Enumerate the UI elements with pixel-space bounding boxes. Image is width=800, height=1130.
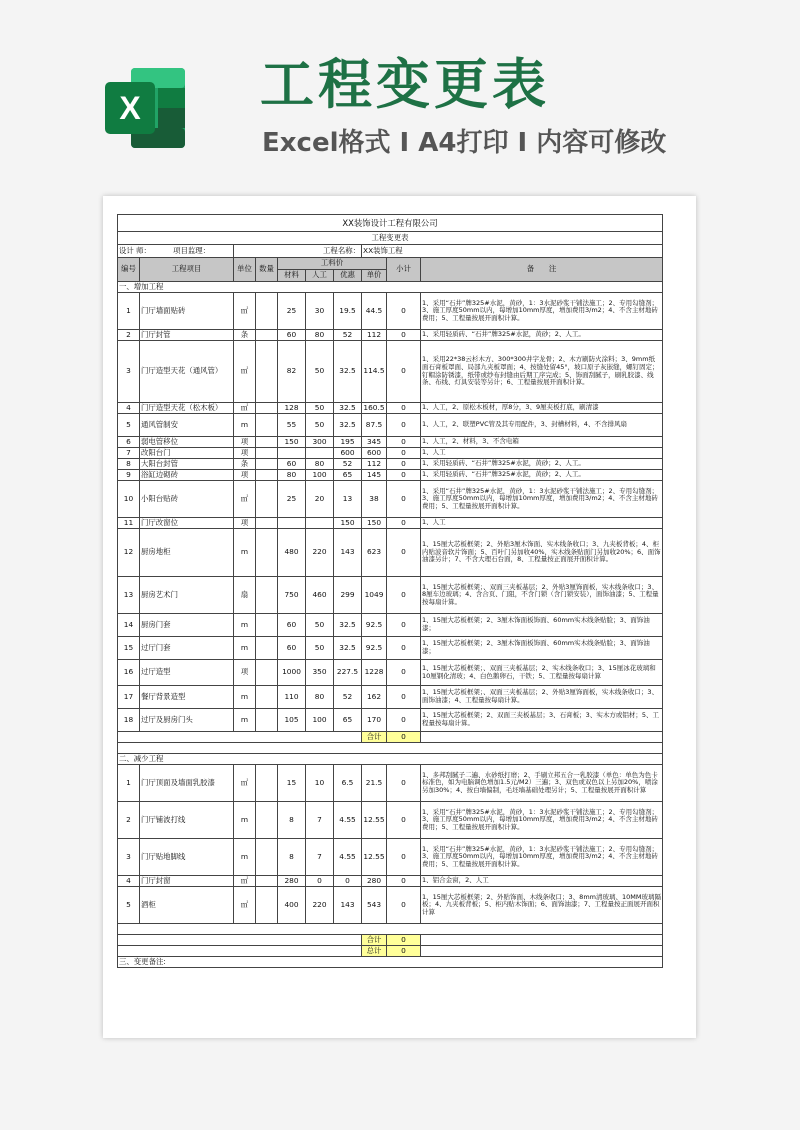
cell-note: 1、15厘大芯板框架；2、双面三夹板基层；3、石膏板；3、实木方或铝材；5、工程量按每扇计算。 xyxy=(421,709,663,732)
cell-material: 60 xyxy=(278,330,306,341)
cell-discount: 19.5 xyxy=(334,293,362,330)
cell-subtotal: 0 xyxy=(387,529,421,577)
cell-unit-price: 543 xyxy=(362,887,387,924)
project-name: XX装饰工程 xyxy=(362,245,663,258)
cell-unit: m xyxy=(234,709,256,732)
cell-discount: 32.5 xyxy=(334,403,362,414)
cell-labor: 50 xyxy=(306,637,334,660)
cell-note: 1、15厘大芯板框架；、双面三夹板基层；2、实木线条收口；3、15厘冰花玻璃和10厘钢化清玻；4、白色鹅卵石，干铁；5、工程量按每扇计算 xyxy=(421,660,663,686)
col-unit-price: 单价 xyxy=(362,270,387,282)
cell-no: 10 xyxy=(118,481,140,518)
table-row xyxy=(118,437,663,448)
cell-labor: 100 xyxy=(306,470,334,481)
cell-qty xyxy=(256,529,278,577)
cell-unit: m xyxy=(234,614,256,637)
cell-subtotal: 0 xyxy=(387,518,421,529)
cell-labor: 7 xyxy=(306,839,334,876)
cell-labor: 20 xyxy=(306,481,334,518)
cell-no: 1 xyxy=(118,765,140,802)
cell-qty xyxy=(256,876,278,887)
cell-qty xyxy=(256,709,278,732)
cell-material: 25 xyxy=(278,481,306,518)
cell-labor: 10 xyxy=(306,765,334,802)
cell-note: 1、15厘大芯板框架；、双面三夹板基层；2、外贴3厘饰面板，实木线条收口；3、面饰油漆；4、工程量按每扇计算。 xyxy=(421,686,663,709)
cell-note: 1、人工，2、联塑PVC管及其专用配件，3、封槽材料，4、不含排风扇 xyxy=(421,414,663,437)
table-row xyxy=(118,660,663,686)
cell-no: 14 xyxy=(118,614,140,637)
cell-unit-price: 150 xyxy=(362,518,387,529)
cell-qty xyxy=(256,637,278,660)
table-row xyxy=(118,839,663,876)
cell-subtotal: 0 xyxy=(387,459,421,470)
cell-discount: 32.5 xyxy=(334,614,362,637)
cell-discount: 52 xyxy=(334,330,362,341)
cell-item: 弱电管移位 xyxy=(140,437,234,448)
total-label: 总计 xyxy=(362,946,387,957)
grand-total-row xyxy=(118,946,663,957)
cell-unit-price: 162 xyxy=(362,686,387,709)
cell-unit-price: 345 xyxy=(362,437,387,448)
cell-subtotal: 0 xyxy=(387,448,421,459)
cell-item: 餐厅背景造型 xyxy=(140,686,234,709)
cell-unit: ㎡ xyxy=(234,887,256,924)
cell-no: 11 xyxy=(118,518,140,529)
cell-note: 1、人工 xyxy=(421,518,663,529)
table-row xyxy=(118,403,663,414)
table-row xyxy=(118,577,663,614)
cell-unit-price: 160.5 xyxy=(363,402,385,412)
cell-unit: 条 xyxy=(234,459,256,470)
table-row xyxy=(118,876,663,887)
cell-labor: 50 xyxy=(306,414,334,437)
cell-material: 150 xyxy=(278,437,306,448)
cell-material: 80 xyxy=(278,470,306,481)
cell-note: 1、15厘大芯板框架；2、外贴饰面、木线条收口；3、8mm清玻璃、10MM玻璃隔板；4、九夹板背板；5、柜内贴木饰面；6、面饰油漆；7、工程量按正面展开面积计算 xyxy=(421,887,663,924)
cell-subtotal: 0 xyxy=(387,403,421,414)
cell-subtotal: 0 xyxy=(387,414,421,437)
cell-labor: 30 xyxy=(306,293,334,330)
cell-unit: ㎡ xyxy=(234,403,256,414)
cell-unit: 条 xyxy=(234,330,256,341)
cell-note: 1、采用轻质砖、“石井”牌325#水泥，黄砂；2、人工。 xyxy=(421,470,663,481)
cell-item: 浴缸边砌砖 xyxy=(140,470,234,481)
total-row-reduce xyxy=(118,935,663,946)
cell-material: 480 xyxy=(278,529,306,577)
cell-subtotal: 0 xyxy=(387,839,421,876)
cell-subtotal: 0 xyxy=(387,330,421,341)
cell-note: 1、铝合金窗，2、人工 xyxy=(421,876,663,887)
cell-unit: m xyxy=(234,802,256,839)
col-subtotal: 小计 xyxy=(387,258,421,282)
page-subtitle: Excel格式 I A4打印 I 内容可修改 xyxy=(262,128,667,158)
cell-subtotal: 0 xyxy=(387,876,421,887)
cell-no: 4 xyxy=(118,876,140,887)
table-row xyxy=(118,637,663,660)
cell-note: 1、人工，2、材料，3、不含电箱 xyxy=(421,437,663,448)
cell-no: 1 xyxy=(118,293,140,330)
cell-no: 8 xyxy=(118,459,140,470)
cell-note: 1、15厘大芯板框架；2、外贴3厘木饰面、实木线条收口；3、九夹板背板；4、柜内贴波音软片饰面；5、百叶门另加收40%，实木线条贴面门另加收20%；6、面饰油漆另计；7、不含大理石台面，8、工程量按正面展开面积计算。 xyxy=(421,529,663,577)
cell-qty xyxy=(256,577,278,614)
cell-no: 13 xyxy=(118,577,140,614)
cell-labor: 220 xyxy=(306,887,334,924)
cell-labor: 300 xyxy=(306,437,334,448)
table-row xyxy=(118,887,663,924)
cell-discount: 13 xyxy=(334,481,362,518)
cell-unit: 项 xyxy=(234,437,256,448)
designer-label: 设计 师： 项目监理： xyxy=(118,245,234,258)
table-row xyxy=(118,293,663,330)
cell-discount: 195 xyxy=(334,437,362,448)
cell-item: 门厅贴地脚线 xyxy=(140,839,234,876)
cell-item: 门厅造型天花（通风管） xyxy=(140,341,234,403)
cell-qty xyxy=(256,448,278,459)
cell-unit-price: 145 xyxy=(362,470,387,481)
cell-item: 厨房门套 xyxy=(140,614,234,637)
cell-item: 通风管制安 xyxy=(140,414,234,437)
cell-subtotal: 0 xyxy=(387,686,421,709)
col-unit: 单位 xyxy=(234,258,256,282)
cell-discount: 32.5 xyxy=(334,414,362,437)
empty-row xyxy=(118,924,663,935)
cell-unit-price: 623 xyxy=(362,529,387,577)
cell-no: 5 xyxy=(118,414,140,437)
change-order-table xyxy=(117,214,663,968)
cell-discount: 150 xyxy=(334,518,362,529)
cell-unit-price: 21.5 xyxy=(362,765,387,802)
cell-discount: 6.5 xyxy=(334,765,362,802)
total-label: 合计 xyxy=(362,935,387,946)
empty-cell xyxy=(118,924,663,935)
cell-discount: 0 xyxy=(334,876,362,887)
cell-qty xyxy=(256,802,278,839)
col-qty: 数量 xyxy=(256,258,278,282)
cell-subtotal: 0 xyxy=(387,470,421,481)
cell-labor: 100 xyxy=(306,709,334,732)
table-row xyxy=(118,614,663,637)
col-notes: 备 注 xyxy=(421,258,663,282)
cell-discount: 52 xyxy=(334,459,362,470)
cell-note: 1、采用“石井”牌325#水泥，黄砂，1：3水泥砂浆干铺法施工；2、专用勾缝剂；3、施工厚度50mm以内，每增加10mm厚度，增加费用3/m2；4、不含主材地砖费用；5、工程量按展开面积计算。 xyxy=(421,293,663,330)
project-label: 工程名称： xyxy=(234,245,362,258)
total-value: 0 xyxy=(387,732,421,743)
total-note xyxy=(421,732,663,743)
section-reduce-label: 二、减少工程 xyxy=(118,754,663,765)
cell-subtotal: 0 xyxy=(387,660,421,686)
form-title: 工程变更表 xyxy=(118,232,663,245)
cell-discount: 4.55 xyxy=(334,802,362,839)
cell-item: 过厅造型 xyxy=(140,660,234,686)
cell-qty xyxy=(256,686,278,709)
section-remark-label: 三、变更备注: xyxy=(118,957,663,968)
cell-item: 改阳台门 xyxy=(140,448,234,459)
cell-no: 16 xyxy=(118,660,140,686)
cell-labor: 50 xyxy=(306,614,334,637)
cell-discount: 299 xyxy=(334,577,362,614)
cell-item: 厨房艺术门 xyxy=(140,577,234,614)
cell-item: 厨房地柜 xyxy=(140,529,234,577)
cell-unit-price: 87.5 xyxy=(362,414,387,437)
table-row xyxy=(118,414,663,437)
cell-unit: 项 xyxy=(234,660,256,686)
cell-no: 5 xyxy=(118,887,140,924)
cell-unit: m xyxy=(234,686,256,709)
cell-no: 2 xyxy=(118,330,140,341)
col-no: 编号 xyxy=(118,258,140,282)
cell-labor: 50 xyxy=(306,403,334,414)
cell-note: 1、多邦刮腻子二遍、水砂纸打磨；2、手刷立邦五合一乳胶漆（单色：单色为色卡标准色，如为电脑调色增加1.5元/M2）三遍；3、双色或双色以上另加20%，喷涂另加30%；4、按白墙偏制，毛坯墙基础处理另计；5、工程量按展开面积计算 xyxy=(421,765,663,802)
cell-discount: 4.55 xyxy=(334,839,362,876)
cell-subtotal: 0 xyxy=(387,709,421,732)
cell-subtotal: 0 xyxy=(387,887,421,924)
cell-discount: 227.5 xyxy=(334,660,362,686)
cell-no: 15 xyxy=(118,637,140,660)
cell-material: 1000 xyxy=(278,660,306,686)
cell-discount: 32.5 xyxy=(334,637,362,660)
cell-qty xyxy=(256,481,278,518)
table-row xyxy=(118,459,663,470)
cell-labor xyxy=(306,448,334,459)
cell-labor xyxy=(306,518,334,529)
sheet-preview xyxy=(103,196,696,1038)
cell-qty xyxy=(256,470,278,481)
cell-note: 1、采用22*38云杉木方、300*300井字龙骨；2、木方刷防火涂料；3、9mm纸面石膏板罩面、局部九夹板罩面；4、按缝处留45°，坡口原子灰嵌缝，螺钉固定；钉帽涂防锈漆，纸带或纱布封缝由后期工序完成；5、饰面刮腻子，刷乳胶漆、线条、布线、灯具安装等另计；6、工程量按展开面积计算。 xyxy=(421,341,663,403)
excel-logo-icon xyxy=(103,62,187,154)
cell-material: 110 xyxy=(278,686,306,709)
cell-unit-price: 114.5 xyxy=(362,341,387,403)
cell-no: 3 xyxy=(118,341,140,403)
cell-item: 大阳台封管 xyxy=(140,459,234,470)
cell-material: 105 xyxy=(278,709,306,732)
cell-labor: 80 xyxy=(306,459,334,470)
cell-item: 过厅门套 xyxy=(140,637,234,660)
cell-unit: m xyxy=(234,637,256,660)
col-material: 材料 xyxy=(278,270,306,282)
cell-item: 门厅墙面贴砖 xyxy=(140,293,234,330)
cell-unit: ㎡ xyxy=(234,293,256,330)
cell-material: 60 xyxy=(278,614,306,637)
cell-note: 1、采用“石井”牌325#水泥，黄砂，1：3水泥砂浆干铺法施工；2、专用勾缝剂；3、施工厚度50mm以内，每增加10mm厚度，增加费用3/m2；4、不含主材地砖费用；5、工程量按展开面积计算。 xyxy=(421,839,663,876)
cell-material: 82 xyxy=(278,341,306,403)
cell-discount: 143 xyxy=(334,887,362,924)
table-row xyxy=(118,709,663,732)
cell-subtotal: 0 xyxy=(387,614,421,637)
cell-unit-price: 170 xyxy=(362,709,387,732)
total-spacer xyxy=(118,946,362,957)
cell-material: 280 xyxy=(278,876,306,887)
cell-item: 门厅改窗位 xyxy=(140,518,234,529)
cell-unit: 项 xyxy=(234,518,256,529)
cell-unit-price: 600 xyxy=(362,448,387,459)
cell-qty xyxy=(256,459,278,470)
cell-labor: 350 xyxy=(306,660,334,686)
cell-labor: 0 xyxy=(306,876,334,887)
cell-subtotal: 0 xyxy=(387,765,421,802)
total-note xyxy=(421,935,663,946)
cell-unit: m xyxy=(234,529,256,577)
cell-unit: m xyxy=(234,839,256,876)
cell-item: 门厅封管 xyxy=(140,330,234,341)
cell-material: 8 xyxy=(278,802,306,839)
cell-note: 1、采用轻质砖、“石井”牌325#水泥，黄砂；2、人工。 xyxy=(421,459,663,470)
cell-qty xyxy=(256,437,278,448)
cell-qty xyxy=(256,414,278,437)
cell-unit-price: 1228 xyxy=(362,660,387,686)
cell-item: 门厅铺波打线 xyxy=(140,802,234,839)
cell-discount: 32.5 xyxy=(334,341,362,403)
cell-unit-price: 112 xyxy=(362,459,387,470)
cell-note: 1、人工，2、原松木板材，厚8分，3、9厘夹板打底，刷清漆 xyxy=(421,403,663,414)
cell-note: 1、采用轻质砖、“石井”牌325#水泥，黄砂；2、人工。 xyxy=(421,330,663,341)
empty-cell xyxy=(118,743,663,754)
cell-item: 过厅及厨房门头 xyxy=(140,709,234,732)
cell-no: 6 xyxy=(118,437,140,448)
cell-discount: 52 xyxy=(334,686,362,709)
cell-no: 4 xyxy=(118,403,140,414)
cell-unit-price: 1049 xyxy=(362,577,387,614)
col-price: 工料价 xyxy=(278,258,387,270)
cell-no: 18 xyxy=(118,709,140,732)
cell-material: 60 xyxy=(278,459,306,470)
cell-unit: 项 xyxy=(234,470,256,481)
cell-unit: 扇 xyxy=(234,577,256,614)
cell-item: 小阳台贴砖 xyxy=(140,481,234,518)
cell-no: 7 xyxy=(118,448,140,459)
cell-unit: m xyxy=(234,414,256,437)
cell-material: 400 xyxy=(278,887,306,924)
cell-qty xyxy=(256,341,278,403)
cell-material: 750 xyxy=(278,577,306,614)
cell-qty xyxy=(256,839,278,876)
table-row xyxy=(118,330,663,341)
cell-subtotal: 0 xyxy=(387,437,421,448)
cell-material: 128 xyxy=(278,403,306,414)
table-row xyxy=(118,518,663,529)
cell-subtotal: 0 xyxy=(387,577,421,614)
cell-labor: 220 xyxy=(306,529,334,577)
total-row-add xyxy=(118,732,663,743)
table-row xyxy=(118,470,663,481)
cell-item: 门厅封窗 xyxy=(140,876,234,887)
cell-subtotal: 0 xyxy=(387,802,421,839)
total-spacer xyxy=(118,732,362,743)
cell-note: 1、15厘大芯板框架；2、3厘木饰面板饰面、60mm实木线条贴脸；3、面饰油漆； xyxy=(421,637,663,660)
cell-note: 1、采用“石井”牌325#水泥，黄砂，1：3水泥砂浆干铺法施工；2、专用勾缝剂；3、施工厚度50mm以内，每增加10mm厚度，增加费用3/m2；4、不含主材地砖费用；5、工程量按展开面积计算。 xyxy=(421,481,663,518)
cell-material: 60 xyxy=(278,637,306,660)
cell-unit-price: 280 xyxy=(362,876,387,887)
total-spacer xyxy=(118,935,362,946)
col-labor: 人工 xyxy=(306,270,334,282)
col-discount: 优惠 xyxy=(334,270,362,282)
cell-note: 1、采用“石井”牌325#水泥，黄砂，1：3水泥砂浆干铺法施工；2、专用勾缝剂；3、施工厚度50mm以内，每增加10mm厚度，增加费用3/m2；4、不含主材地砖费用；5、工程量按展开面积计算。 xyxy=(421,802,663,839)
cell-unit: 项 xyxy=(234,448,256,459)
cell-qty xyxy=(256,293,278,330)
cell-note: 1、人工 xyxy=(421,448,663,459)
empty-row xyxy=(118,743,663,754)
cell-unit-price: 92.5 xyxy=(362,637,387,660)
cell-labor: 80 xyxy=(306,330,334,341)
cell-unit-price: 12.55 xyxy=(362,839,387,876)
table-row xyxy=(118,686,663,709)
cell-subtotal: 0 xyxy=(387,637,421,660)
table-row xyxy=(118,765,663,802)
cell-discount: 600 xyxy=(334,448,362,459)
section-reduce xyxy=(118,754,663,765)
cell-discount: 65 xyxy=(334,709,362,732)
cell-unit-price: 92.5 xyxy=(362,614,387,637)
cell-unit: ㎡ xyxy=(234,876,256,887)
cell-note: 1、15厘大芯板框架；、双面三夹板基层；2、外贴3厘饰面板，实木线条收口；3、8厘车边玻璃；4、含合页、门阻，不含门锁（含门锁安装），面饰油漆；5、工程量按每扇计算。 xyxy=(421,577,663,614)
table-row xyxy=(118,341,663,403)
cell-qty xyxy=(256,518,278,529)
cell-unit: ㎡ xyxy=(234,341,256,403)
cell-no: 17 xyxy=(118,686,140,709)
cell-qty xyxy=(256,403,278,414)
cell-discount: 65 xyxy=(334,470,362,481)
cell-qty xyxy=(256,887,278,924)
cell-material: 15 xyxy=(278,765,306,802)
cell-labor: 80 xyxy=(306,686,334,709)
total-value: 0 xyxy=(387,935,421,946)
cell-item: 门厅造型天花（松木板） xyxy=(140,403,234,414)
cell-material xyxy=(278,518,306,529)
cell-labor: 7 xyxy=(306,802,334,839)
cell-material: 25 xyxy=(278,293,306,330)
company-name: XX装饰设计工程有限公司 xyxy=(118,215,663,232)
total-note xyxy=(421,946,663,957)
cell-unit-price: 112 xyxy=(362,330,387,341)
cell-no: 3 xyxy=(118,839,140,876)
cell-discount: 143 xyxy=(334,529,362,577)
cell-qty xyxy=(256,765,278,802)
cell-unit-price: 38 xyxy=(362,481,387,518)
cell-unit: ㎡ xyxy=(234,765,256,802)
table-row xyxy=(118,481,663,518)
cell-labor: 460 xyxy=(306,577,334,614)
table-row xyxy=(118,448,663,459)
cell-unit-price: 44.5 xyxy=(362,293,387,330)
cell-material: 55 xyxy=(278,414,306,437)
cell-item: 门厅顶面及墙面乳胶漆 xyxy=(140,765,234,802)
cell-material xyxy=(278,448,306,459)
cell-unit: ㎡ xyxy=(234,481,256,518)
cell-note: 1、15厘大芯板框架；2、3厘木饰面板饰面、60mm实木线条贴脸；3、面饰油漆； xyxy=(421,614,663,637)
cell-qty xyxy=(256,660,278,686)
cell-qty xyxy=(256,330,278,341)
section-add: 一、增加工程 xyxy=(118,282,663,293)
logo-letter: X xyxy=(119,90,141,126)
cell-subtotal: 0 xyxy=(387,341,421,403)
section-remark xyxy=(118,957,663,968)
cell-no: 2 xyxy=(118,802,140,839)
cell-unit-price: 12.55 xyxy=(362,802,387,839)
total-value: 0 xyxy=(387,946,421,957)
cell-no: 9 xyxy=(118,470,140,481)
page-title: 工程变更表 xyxy=(260,53,550,116)
col-item: 工程项目 xyxy=(140,258,234,282)
cell-material: 8 xyxy=(278,839,306,876)
cell-labor: 50 xyxy=(306,341,334,403)
cell-qty xyxy=(256,614,278,637)
total-label: 合计 xyxy=(362,732,387,743)
cell-subtotal: 0 xyxy=(387,293,421,330)
table-row xyxy=(118,529,663,577)
cell-no: 12 xyxy=(118,529,140,577)
cell-item: 酒柜 xyxy=(140,887,234,924)
cell-subtotal: 0 xyxy=(387,481,421,518)
table-row xyxy=(118,802,663,839)
